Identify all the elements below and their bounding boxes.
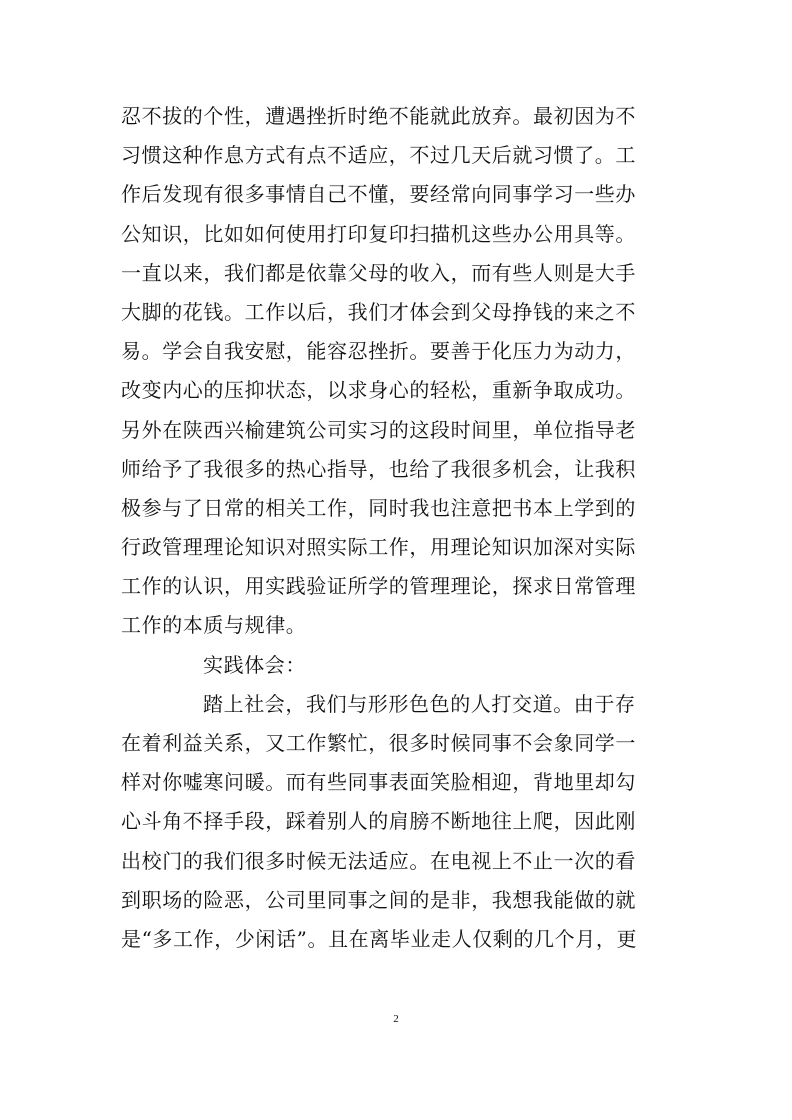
- text-line: 公知识，比如如何使用打印复印扫描机这些办公用具等。: [121, 221, 636, 246]
- text-line: 出校门的我们很多时候无法适应。在电视上不止一次的看: [121, 848, 636, 873]
- text-line: 师给予了我很多的热心指导，也给了我很多机会，让我积: [121, 456, 636, 481]
- text-line: 习惯这种作息方式有点不适应，不过几天后就习惯了。工: [121, 143, 636, 168]
- text-line: 到职场的险恶，公司里同事之间的是非，我想我能做的就: [121, 887, 636, 912]
- text-line: 一直以来，我们都是依靠父母的收入，而有些人则是大手: [121, 260, 636, 285]
- text-line: 易。学会自我安慰，能容忍挫折。要善于化压力为动力，: [121, 339, 636, 364]
- text-line: 改变内心的压抑状态，以求身心的轻松，重新争取成功。: [121, 378, 636, 403]
- text-line: 行政管理理论知识对照实际工作，用理论知识加深对实际: [121, 535, 636, 560]
- text-line: 在着利益关系，又工作繁忙，很多时候同事不会象同学一: [121, 731, 636, 755]
- text-line: 工作的本质与规律。: [121, 613, 307, 638]
- text-line: 极参与了日常的相关工作，同时我也注意把书本上学到的: [121, 495, 636, 520]
- section-heading: 实践体会：: [203, 652, 306, 677]
- text-line: 踏上社会，我们与形形色色的人打交道。由于存: [203, 691, 636, 716]
- body-text: [121, 97, 681, 959]
- page-number: 2: [393, 1013, 399, 1025]
- text-line: 工作的认识，用实践验证所学的管理理论，探求日常管理: [121, 574, 636, 599]
- text-line: 心斗角不择手段，踩着别人的肩膀不断地往上爬，因此刚: [121, 809, 636, 834]
- text-line: 作后发现有很多事情自己不懂，要经常向同事学习一些办: [121, 182, 636, 207]
- text-line: 样对你嘘寒问暖。而有些同事表面笑脸相迎，背地里却勾: [121, 770, 636, 795]
- text-line: 另外在陕西兴榆建筑公司实习的这段时间里，单位指导老: [121, 417, 636, 442]
- text-line: 是“多工作，少闲话”。且在离毕业走人仅剩的几个月，更: [121, 926, 638, 951]
- text-line: 大脚的花钱。工作以后，我们才体会到父母挣钱的来之不: [121, 299, 636, 324]
- text-line: 忍不拔的个性，遭遇挫折时绝不能就此放弃。最初因为不: [121, 104, 636, 128]
